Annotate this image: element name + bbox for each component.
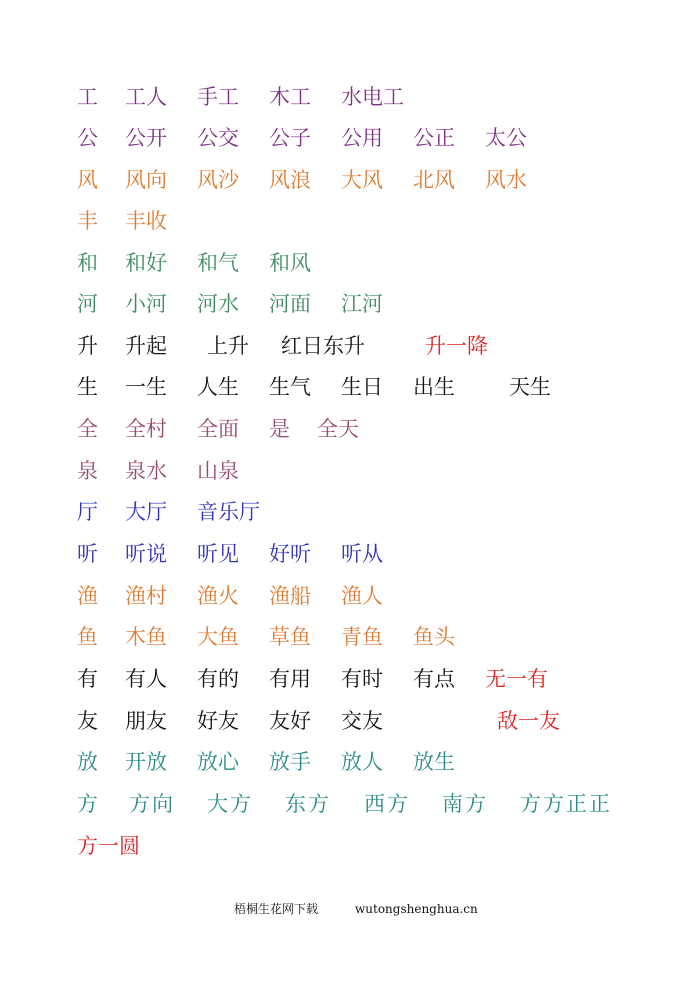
word: 放 [77,750,98,774]
word: 音乐厅 [197,500,260,524]
word: 红日东升 [281,334,365,358]
word: 北风 [413,168,455,192]
word: 西方 [364,792,410,816]
word: 公用 [341,126,383,150]
word: 全村 [125,417,167,441]
word: 河面 [269,292,311,316]
antonym-pair: 升一降 [425,334,488,358]
word: 方方正正 [520,792,612,816]
word: 生 [77,375,98,399]
word: 好听 [269,542,311,566]
word: 风 [77,168,98,192]
word: 有用 [269,667,311,691]
word: 工人 [125,85,167,109]
word: 渔人 [341,584,383,608]
word: 听从 [341,542,383,566]
word: 渔 [77,584,98,608]
word: 太公 [485,126,527,150]
word: 是 [269,417,290,441]
word: 木鱼 [125,625,167,649]
word: 全面 [197,417,239,441]
antonym-pair: 敌一友 [497,709,560,733]
word: 鱼 [77,625,98,649]
word: 和风 [269,251,311,275]
page-footer [0,900,695,918]
word: 和 [77,251,98,275]
word: 丰 [77,209,98,233]
word: 丰收 [125,209,167,233]
word: 公子 [269,126,311,150]
word: 放生 [413,750,455,774]
word: 青鱼 [341,625,383,649]
word: 河 [77,292,98,316]
word: 出生 [413,375,455,399]
word: 大方 [207,792,253,816]
word: 和气 [197,251,239,275]
word: 友 [77,709,98,733]
word: 草鱼 [269,625,311,649]
word: 大鱼 [197,625,239,649]
word: 开放 [125,750,167,774]
word: 有人 [125,667,167,691]
word: 有 [77,667,98,691]
word: 一生 [125,375,167,399]
word: 南方 [442,792,488,816]
word: 公交 [197,126,239,150]
word: 方 [77,792,100,816]
word: 听见 [197,542,239,566]
word: 大风 [341,168,383,192]
word: 天生 [509,375,551,399]
word: 生日 [341,375,383,399]
word: 有的 [197,667,239,691]
word: 水电工 [341,85,404,109]
word: 江河 [341,292,383,316]
word: 风沙 [197,168,239,192]
word: 公 [77,126,98,150]
word: 公开 [125,126,167,150]
word: 全天 [317,417,359,441]
word: 渔火 [197,584,239,608]
word: 风向 [125,168,167,192]
word: 泉 [77,459,98,483]
word: 和好 [125,251,167,275]
word: 手工 [197,85,239,109]
word: 放心 [197,750,239,774]
word: 鱼头 [413,625,455,649]
word: 工 [77,85,98,109]
word: 放人 [341,750,383,774]
word: 风浪 [269,168,311,192]
word: 朋友 [125,709,167,733]
word: 山泉 [197,459,239,483]
footer-site-url: wutongshenghua.cn [355,902,478,916]
word: 升起 [125,334,167,358]
word: 东方 [285,792,331,816]
word: 公正 [413,126,455,150]
word: 风水 [485,168,527,192]
word: 厅 [77,500,98,524]
word: 木工 [269,85,311,109]
word: 交友 [341,709,383,733]
word: 渔村 [125,584,167,608]
word: 放手 [269,750,311,774]
word: 有时 [341,667,383,691]
word: 上升 [207,334,249,358]
word: 河水 [197,292,239,316]
word: 好友 [197,709,239,733]
word: 泉水 [125,459,167,483]
word: 生气 [269,375,311,399]
antonym-pair: 无一有 [485,667,548,691]
footer-site-name: 梧桐生花网下载 [234,902,319,916]
word: 小河 [125,292,167,316]
antonym-pair: 方一圆 [77,834,140,858]
word: 大厅 [125,500,167,524]
word: 听说 [125,542,167,566]
word: 有点 [413,667,455,691]
word: 听 [77,542,98,566]
word: 渔船 [269,584,311,608]
word: 方向 [129,792,175,816]
word: 友好 [269,709,311,733]
word: 升 [77,334,98,358]
word: 全 [77,417,98,441]
word: 人生 [197,375,239,399]
